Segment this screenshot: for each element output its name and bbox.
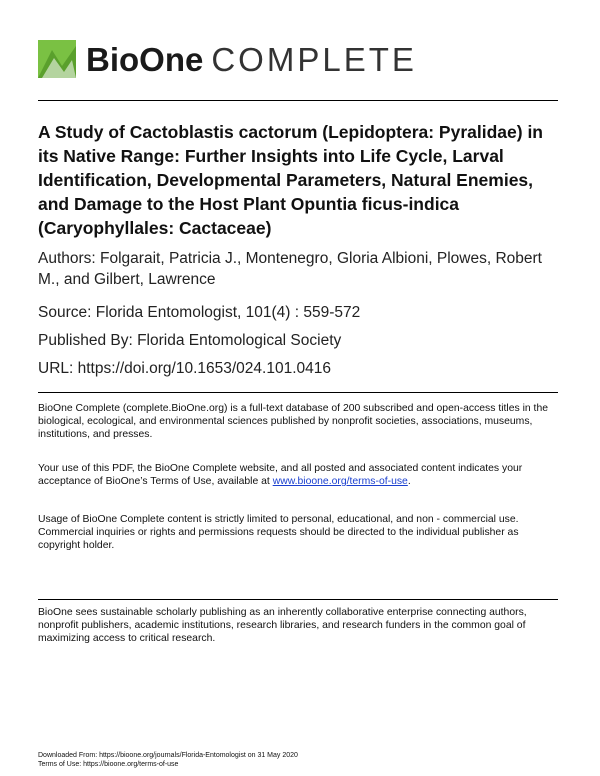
terms-notice	[38, 462, 563, 488]
header-divider	[38, 100, 558, 101]
mission-notice: BioOne sees sustainable scholarly publishing as an inherently collaborative enterprise connecting authors, nonprofit publishers, academic institutions, research libraries, and research funders in the common goal of maximizing access to critical research.	[38, 607, 527, 644]
bioone-logo	[38, 38, 417, 80]
article-source: Source: Florida Entomologist, 101(4) : 559-572	[38, 304, 361, 321]
download-footer	[38, 751, 298, 769]
footer-terms[interactable]: Terms of Use: https://bioone.org/terms-of-use	[38, 761, 179, 768]
about-notice: BioOne Complete (complete.BioOne.org) is a full-text database of 200 subscribed and open-access titles in the biological, ecological, and environmental sciences published by nonprofit societies, associations, museums, institutions, and presses.	[38, 403, 548, 440]
article-authors: Authors: Folgarait, Patricia J., Montenegro, Gloria Albioni, Plowes, Robert M., and Gilbert, Lawrence	[38, 250, 542, 288]
bioone-wordmark	[86, 40, 417, 78]
mission-divider	[38, 599, 558, 600]
article-title: A Study of Cactoblastis cactorum (Lepidoptera: Pyralidae) in its Native Range: Further Insights into Life Cycle, Larval Identification, Developmental Parameters, Natural Enemies, and Damage to the Host Plant Opuntia ficus-indica (Caryophyllales: Cactaceae)	[38, 122, 543, 238]
meta-divider	[38, 392, 558, 393]
terms-suffix: .	[407, 476, 411, 487]
bioone-leaf-logo-icon	[38, 40, 76, 78]
brand-name-bold: BioOne	[86, 40, 204, 78]
footer-downloaded: Downloaded From: https://bioone.org/journals/Florida-Entomologist on 31 May 2020	[38, 752, 298, 759]
terms-of-use-link[interactable]: www.bioone.org/terms-of-use	[272, 476, 408, 487]
usage-notice: Usage of BioOne Complete content is strictly limited to personal, educational, and non - commercial use. Commercial inquiries or rights and permissions requests should be directed to the individual publisher as copyright holder.	[38, 514, 519, 551]
article-publisher: Published By: Florida Entomological Society	[38, 332, 342, 349]
brand-name-light: COMPLETE	[211, 40, 417, 78]
article-url[interactable]: URL: https://doi.org/10.1653/024.101.0416	[38, 360, 331, 377]
terms-prefix: Your use of this PDF, the BioOne Complete website, and all posted and associated content indicates your acceptance of BioOne’s Terms of Use, available at	[38, 463, 523, 487]
